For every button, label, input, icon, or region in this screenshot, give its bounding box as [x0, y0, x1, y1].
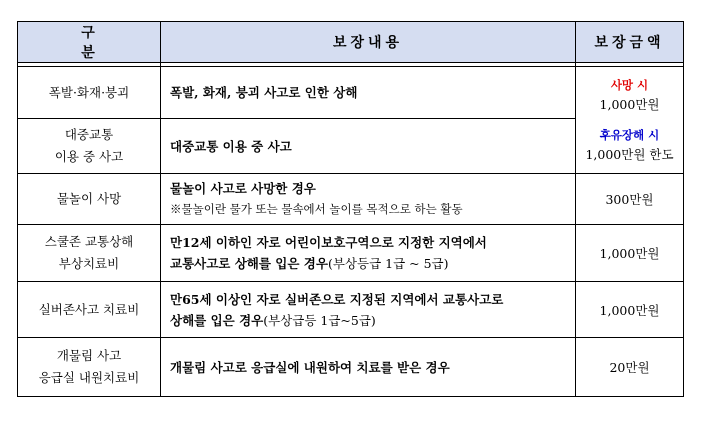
death-label: 사망 시	[610, 78, 649, 92]
row-description: 개물림 사고로 응급실에 내원하여 치료를 받은 경우	[161, 338, 576, 397]
table-row	[18, 225, 684, 282]
row-description: 만12세 이하인 자로 어린이보호구역으로 지정한 지역에서 교통사고로 상해를 입은 경우(부상등급 1급 ~ 5급)	[161, 225, 576, 282]
row-category: 스쿨존 교통상해 부상치료비	[18, 225, 161, 282]
table-row	[18, 67, 684, 119]
row-description: 대중교통 이용 중 사고	[161, 119, 576, 174]
row-description: 만65세 이상인 자로 실버존으로 지정된 지역에서 교통사고로 상해를 입은 경우(부상급등 1급~5급)	[161, 282, 576, 338]
row-category: 대중교통 이용 중 사고	[18, 119, 161, 174]
death-amount: 1,000만원	[599, 97, 660, 112]
header-amount: 보장금액	[576, 22, 684, 63]
row-amount: 1,000만원	[576, 282, 684, 338]
row-category: 실버존사고 치료비	[18, 282, 161, 338]
table-row	[18, 338, 684, 397]
row-amount: 300만원	[576, 174, 684, 225]
disability-label: 후유장해 시	[599, 128, 660, 142]
row-amount: 1,000만원	[576, 225, 684, 282]
row-category: 개물림 사고 응급실 내원치료비	[18, 338, 161, 397]
row-description: 물놀이 사고로 사망한 경우 ※물놀이란 물가 또는 물속에서 놀이를 목적으로 하는 활동	[161, 174, 576, 225]
row-amount: 20만원	[576, 338, 684, 397]
coverage-table	[17, 21, 684, 397]
merged-amount-cell	[576, 67, 684, 174]
table-row	[18, 282, 684, 338]
row-category: 폭발·화재·붕괴	[18, 67, 161, 119]
row-category: 물놀이 사망	[18, 174, 161, 225]
row-note: ※물놀이란 물가 또는 물속에서 놀이를 목적으로 하는 활동	[170, 202, 463, 216]
table-row	[18, 174, 684, 225]
row-description: 폭발, 화재, 붕괴 사고로 인한 상해	[161, 67, 576, 119]
header-category: 구 분	[18, 22, 161, 63]
header-content: 보장내용	[161, 22, 576, 63]
header-row	[18, 22, 684, 63]
disability-amount: 1,000만원 한도	[585, 147, 674, 162]
